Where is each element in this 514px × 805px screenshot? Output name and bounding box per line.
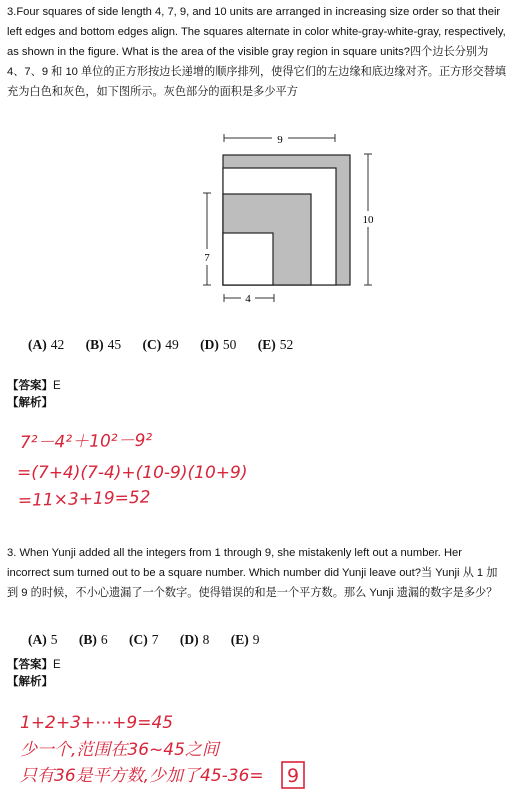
choice-a: (A) 5 — [28, 632, 58, 647]
question-2-text: 3. When Yunji added all the integers from 1 through 9, she mistakenly left out a number. Her incorrect sum turned out to be a square number. Which number did Yunji leave out?当 Yunji 从 1 加到 9 的时候，不小心遗漏了一个数字。使得错误的和是一个平方数。那么 Yunji 遗漏的数字是多少？ — [7, 547, 498, 599]
handwriting-line-1: 1+2+3+⋯+9=45 — [20, 713, 174, 733]
handwriting-line-2: 少一个,范围在36~45之间 — [20, 740, 219, 760]
dimension-4 — [224, 291, 274, 305]
choice-c: (C) 7 — [129, 632, 159, 647]
question-2-choices — [28, 632, 278, 648]
analysis-label: 【解析】 — [7, 676, 53, 688]
choice-e: (E) 52 — [257, 337, 294, 352]
handwriting-line-3: =11×3+19=52 — [17, 487, 151, 511]
square-4-white — [223, 233, 273, 285]
choice-c: (C) 49 — [142, 337, 179, 352]
question-2-answer — [7, 657, 61, 691]
handwriting-answer: 9 — [286, 765, 300, 787]
handwriting-line-1: 7²－4²＋10²－9² — [19, 430, 153, 453]
choice-a: (A) 42 — [28, 337, 65, 352]
handwritten-solution-1 — [0, 420, 514, 520]
handwriting-line-2: =(7+4)(7-4)+(10-9)(10+9) — [17, 463, 248, 483]
question-1-answer — [7, 378, 61, 412]
dimension-7 — [200, 193, 214, 285]
handwriting-line-3: 只有36是平方数,少加了45-36= — [20, 766, 264, 786]
squares-figure — [196, 122, 386, 312]
label-4: 4 — [245, 293, 251, 305]
choice-b: (B) 45 — [85, 337, 122, 352]
choice-b: (B) 6 — [78, 632, 108, 647]
answer-line: 【答案】E — [7, 659, 61, 671]
choice-d: (D) 50 — [200, 337, 237, 352]
dimension-9 — [224, 131, 335, 146]
label-9: 9 — [277, 134, 283, 146]
choice-d: (D) 8 — [179, 632, 210, 647]
dimension-10 — [359, 154, 377, 285]
analysis-label: 【解析】 — [7, 397, 53, 409]
choice-e: (E) 9 — [230, 632, 260, 647]
answer-line: 【答案】E — [7, 380, 61, 392]
label-7: 7 — [204, 252, 210, 264]
label-10: 10 — [362, 214, 374, 226]
question-1-choices — [28, 337, 311, 353]
question-1-text: 3.Four squares of side length 4, 7, 9, and 10 units are arranged in increasing size order so that their left edges and bottom edges align. The squares alternate in color white-gray-white-gray, respectively, as shown in the figure. What is the area of the visible gray region in square units?四个边长分别为 4、7、9 和 10 单位的正方形按边长递增的顺序排列，使得它们的左边缘和底边缘对齐。正方形交替填充为白色和灰色，如下图所示。灰色部分的面积是多少平方 — [7, 6, 507, 98]
handwritten-solution-2 — [0, 698, 514, 798]
